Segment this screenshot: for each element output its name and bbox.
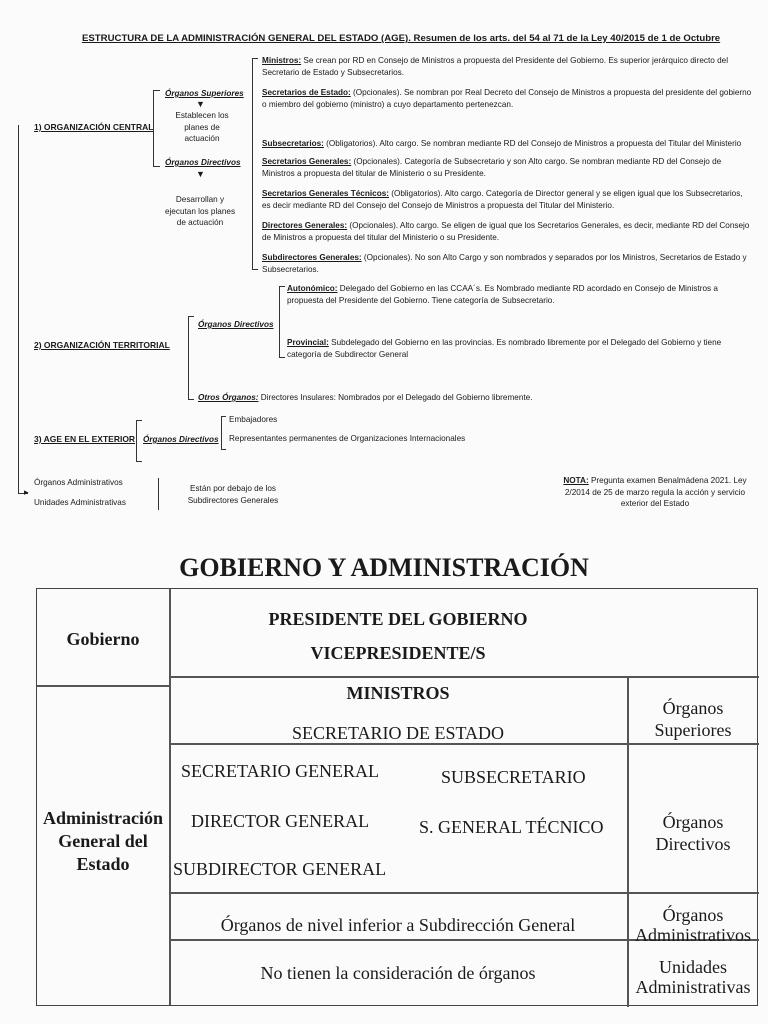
secretario-general-cell: SECRETARIO GENERAL xyxy=(181,761,380,781)
director-general-cell: DIRECTOR GENERAL xyxy=(191,811,370,831)
territorial-heading: 2) ORGANIZACIÓN TERRITORIAL xyxy=(34,340,170,350)
nota-box: NOTA: Pregunta examen Benalmádena 2021. Ley 2/2014 de 25 de marzo regula la acción y servicio exterior del Estado xyxy=(563,476,747,508)
exterior-brace xyxy=(136,420,142,462)
main-bracket-line xyxy=(18,125,19,493)
table-heading: GOBIERNO Y ADMINISTRACIÓN xyxy=(179,553,589,582)
no-organos-cell: No tienen la consideración de órganos xyxy=(260,963,536,983)
organos-administrativos-cell: Órganos Administrativos xyxy=(635,905,751,945)
provincial-item: Provincial: Subdelegado del Gobierno en las provincias. Es nombrado libremente por el Delegado del Gobierno y tiene categoría de Subdirector General xyxy=(287,338,722,359)
item-ministros: Ministros: Se crean por RD en Consejo de Ministros a propuesta del Presidente del Gobierno. Es superior jerárquico directo del Secretario de Estado y Subsecretarios. xyxy=(262,56,729,77)
row-line-left xyxy=(37,685,169,687)
organos-superiores-cell: Órganos Superiores xyxy=(654,698,732,740)
sg-tecnico-cell: S. GENERAL TÉCNICO xyxy=(419,817,604,837)
bottom-note: Están por debajo de los Subdirectores Generales xyxy=(187,484,279,505)
vicepresidente-cell: VICEPRESIDENTE/S xyxy=(310,643,486,663)
row-line-1 xyxy=(169,676,759,678)
representantes-item: Representantes permanentes de Organizaciones Internacionales xyxy=(229,434,466,443)
central-heading: 1) ORGANIZACIÓN CENTRAL xyxy=(34,122,154,132)
gobierno-table xyxy=(36,588,758,1006)
item-directores-generales: Directores Generales: (Opcionales). Alto cargo. Se eligen de igual que los Secretarios Generales, es decir, mediante RD del Consejo de Ministros a propuesta del titular del Ministerio o su Presidente. xyxy=(262,221,750,242)
organos-directivos-cell: Órganos Directivos xyxy=(655,812,731,854)
presidente-cell: PRESIDENTE DEL GOBIERNO xyxy=(268,609,528,629)
document-title: ESTRUCTURA DE LA ADMINISTRACIÓN GENERAL DEL ESTADO (AGE). Resumen de los arts. del 54 al 71 de la Ley 40/2015 de 1 de Octubre xyxy=(82,33,721,44)
secretario-estado-cell: SECRETARIO DE ESTADO xyxy=(291,723,505,743)
otros-organos-item: Otros Órganos: Directores Insulares: Nombrados por el Delegado del Gobierno libremente. xyxy=(198,393,533,402)
subdirector-general-cell: SUBDIRECTOR GENERAL xyxy=(173,859,387,879)
item-sg-tecnicos: Secretarios Generales Técnicos: (Obligatorios). Alto cargo. Categoría de Director general y se eligen igual que los Subsecretarios, es decir mediante RD del Consejo del Consejo de Ministros a propuesta del Titular del Ministerio. xyxy=(262,189,743,210)
unidades-administrativas-item: Unidades Administrativas xyxy=(34,498,126,507)
exterior-sub-brace xyxy=(221,416,226,450)
superiores-note: Establecen los planes de actuación xyxy=(175,111,229,143)
arrow-right-icon: ▸ xyxy=(24,487,29,497)
item-secretarios-generales: Secretarios Generales: (Opcionales). Categoría de Subsecretario y son Alto cargo. Se nombran mediante RD del Consejo de Ministros a propuesta del titular de Ministerio o su Presidente. xyxy=(262,157,722,178)
organos-directivos-label: Órganos Directivos xyxy=(165,158,241,167)
gobierno-label: Gobierno xyxy=(66,629,140,649)
items-brace xyxy=(252,58,258,270)
directivos-note: Desarrollan y ejecutan los planes de actuación xyxy=(164,195,236,227)
territorial-sub-brace xyxy=(279,286,285,358)
age-label: Administración General del Estado xyxy=(42,808,163,874)
central-brace xyxy=(153,90,160,167)
nivel-inferior-cell: Órganos de nivel inferior a Subdirección General xyxy=(220,915,576,935)
unidades-administrativas-cell: Unidades Administrativas xyxy=(635,957,751,997)
ministros-cell: MINISTROS xyxy=(346,683,450,703)
organos-administrativos-item: Órganos Administrativos xyxy=(34,478,123,487)
exterior-directivos-label: Órganos Directivos xyxy=(143,435,219,444)
item-subsecretarios: Subsecretarios: (Obligatorios). Alto cargo. Se nombran mediante RD del Consejo de Ministros a propuesta del Titular del Ministerio xyxy=(262,139,742,148)
bottom-bracket xyxy=(158,478,159,510)
exterior-heading: 3) AGE EN EL EXTERIOR xyxy=(34,434,136,444)
arrow-down-icon: ▼ xyxy=(196,99,205,109)
item-secretarios-estado: Secretarios de Estado: (Opcionales). Se nombran por Real Decreto del Consejo de Ministros a propuesta del presidente del gobierno o miembro del gobierno (ministro) a cuyo departamento pertenezcan. xyxy=(262,88,752,109)
item-subdirectores-generales: Subdirectores Generales: (Opcionales). No son Alto Cargo y son nombrados y separados por los Ministros, Secretarios de Estado y Subsecretarios. xyxy=(262,253,747,274)
arrow-down-icon: ▼ xyxy=(196,169,205,179)
embajadores-item: Embajadores xyxy=(229,415,278,424)
row-line-3 xyxy=(169,892,759,894)
territorial-brace xyxy=(188,316,194,400)
autonomico-item: Autonómico: Delegado del Gobierno en las CCAA´s. Es Nombrado mediante RD acordado en Consejo de Ministros a propuesta del Presidente del Gobierno. Tiene categoría de Subsecretario. xyxy=(287,284,718,305)
subsecretario-cell: SUBSECRETARIO xyxy=(441,767,586,787)
territorial-directivos-label: Órganos Directivos xyxy=(198,320,274,329)
organos-superiores-label: Órganos Superiores xyxy=(165,89,244,98)
